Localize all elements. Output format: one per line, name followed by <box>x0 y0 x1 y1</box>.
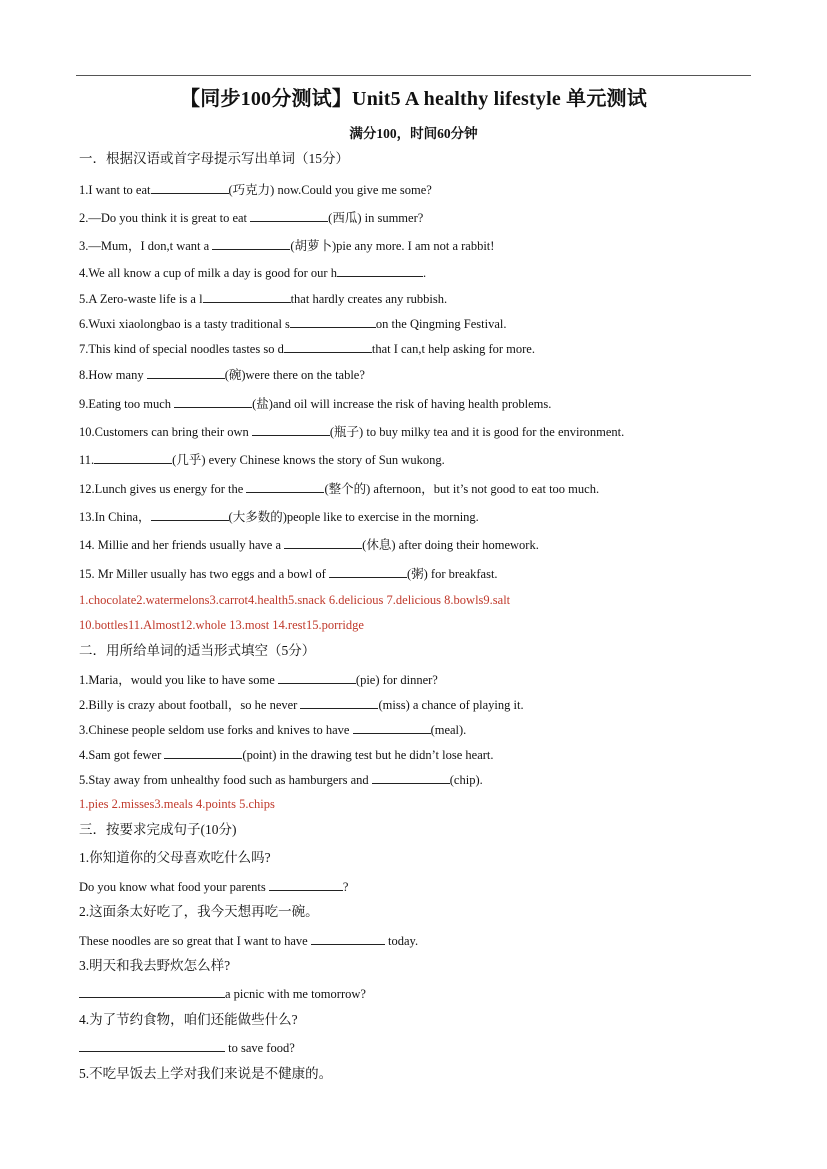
answer-blank[interactable] <box>174 395 252 408</box>
question-3-2-chinese: 2.这面条太好吃了，我今天想再吃一碗。 <box>79 904 319 919</box>
section-1-heading: 一．根据汉语或首字母提示写出单词（15分） <box>79 151 349 166</box>
answer-blank[interactable] <box>284 340 372 353</box>
section-3-heading: 三．按要求完成句子(10分) <box>79 822 237 837</box>
answer-blank[interactable] <box>250 209 328 222</box>
page-subtitle: 满分100，时间60分钟 <box>349 126 478 141</box>
section-2-answers: 1.pies 2.misses3.meals 4.points 5.chips <box>79 797 275 811</box>
question-2-5: 5.Stay away from unhealthy food such as hamburgers and (chip). <box>79 773 483 787</box>
question-1-10: 10.Customers can bring their own (瓶子) to buy milky tea and it is good for the environment. <box>79 425 625 439</box>
answer-blank[interactable] <box>372 771 450 784</box>
question-3-5-chinese: 5.不吃早饭去上学对我们来说是不健康的。 <box>79 1066 333 1081</box>
answer-blank[interactable] <box>311 932 385 945</box>
answer-blank[interactable] <box>203 290 291 303</box>
answer-blank[interactable] <box>353 721 431 734</box>
question-2-4: 4.Sam got fewer (point) in the drawing test but he didn’t lose heart. <box>79 748 494 762</box>
answer-blank[interactable] <box>79 1039 225 1052</box>
answer-blank[interactable] <box>94 451 172 464</box>
answer-blank[interactable] <box>79 985 225 998</box>
answer-blank[interactable] <box>164 746 242 759</box>
answer-blank[interactable] <box>278 671 356 684</box>
question-1-3: 3.—Mum，I don,t want a (胡萝卜)pie any more. I am not a rabbit! <box>79 239 495 253</box>
answer-blank[interactable] <box>151 181 229 194</box>
answer-blank[interactable] <box>329 565 407 578</box>
answer-blank[interactable] <box>246 480 324 493</box>
question-3-4-chinese: 4.为了节约食物，咱们还能做些什么? <box>79 1012 298 1027</box>
question-1-12: 12.Lunch gives us energy for the (整个的) afternoon，but it’s not good to eat too much. <box>79 482 600 496</box>
section-1-answers-line-1: 1.chocolate2.watermelons3.carrot4.health5.snack 6.delicious 7.delicious 8.bowls9.salt <box>79 593 511 607</box>
page-title: 【同步100分测试】Unit5 A healthy lifestyle 单元测试 <box>180 88 647 110</box>
section-2-heading: 二．用所给单词的适当形式填空（5分） <box>79 643 316 658</box>
question-1-4: 4.We all know a cup of milk a day is good for our h . <box>79 266 427 280</box>
question-3-2: These noodles are so great that I want to have today. <box>79 934 419 948</box>
answer-blank[interactable] <box>147 366 225 379</box>
question-1-2: 2.—Do you think it is great to eat (西瓜) in summer? <box>79 211 424 225</box>
question-1-5: 5.A Zero-waste life is a l that hardly creates any rubbish. <box>79 292 448 306</box>
answer-blank[interactable] <box>252 423 330 436</box>
answer-blank[interactable] <box>212 237 290 250</box>
section-1-answers-line-2: 10.bottles11.Almost12.whole 13.most 14.rest15.porridge <box>79 618 364 632</box>
question-2-1: 1.Maria，would you like to have some (pie) for dinner? <box>79 673 438 687</box>
question-1-15: 15. Mr Miller usually has two eggs and a bowl of (粥) for breakfast. <box>79 567 498 581</box>
question-1-8: 8.How many (碗)were there on the table? <box>79 368 365 382</box>
question-1-13: 13.In China， (大多数的)people like to exercise in the morning. <box>79 510 479 524</box>
question-1-11: 11. (几乎) every Chinese knows the story of Sun wukong. <box>79 453 445 467</box>
answer-blank[interactable] <box>284 536 362 549</box>
question-1-1: 1.I want to eat (巧克力) now.Could you give me some? <box>79 183 432 197</box>
question-1-9: 9.Eating too much (盐)and oil will increase the risk of having health problems. <box>79 397 552 411</box>
answer-blank[interactable] <box>337 264 423 277</box>
header-rule <box>76 75 751 76</box>
question-3-1-chinese: 1.你知道你的父母喜欢吃什么吗? <box>79 850 271 865</box>
question-1-7: 7.This kind of special noodles tastes so d that I can,t help asking for more. <box>79 342 535 356</box>
question-2-2: 2.Billy is crazy about football，so he never (miss) a chance of playing it. <box>79 698 524 712</box>
answer-blank[interactable] <box>290 315 376 328</box>
question-3-4: to save food? <box>79 1039 295 1056</box>
question-3-1: Do you know what food your parents ? <box>79 880 349 894</box>
answer-blank[interactable] <box>151 508 229 521</box>
question-1-6: 6.Wuxi xiaolongbao is a tasty traditional s on the Qingming Festival. <box>79 317 507 331</box>
question-2-3: 3.Chinese people seldom use forks and knives to have (meal). <box>79 723 467 737</box>
answer-blank[interactable] <box>300 696 378 709</box>
question-3-3: a picnic with me tomorrow? <box>79 985 366 1002</box>
question-1-14: 14. Millie and her friends usually have a (休息) after doing their homework. <box>79 538 539 552</box>
question-3-3-chinese: 3.明天和我去野炊怎么样? <box>79 958 231 973</box>
answer-blank[interactable] <box>269 878 343 891</box>
